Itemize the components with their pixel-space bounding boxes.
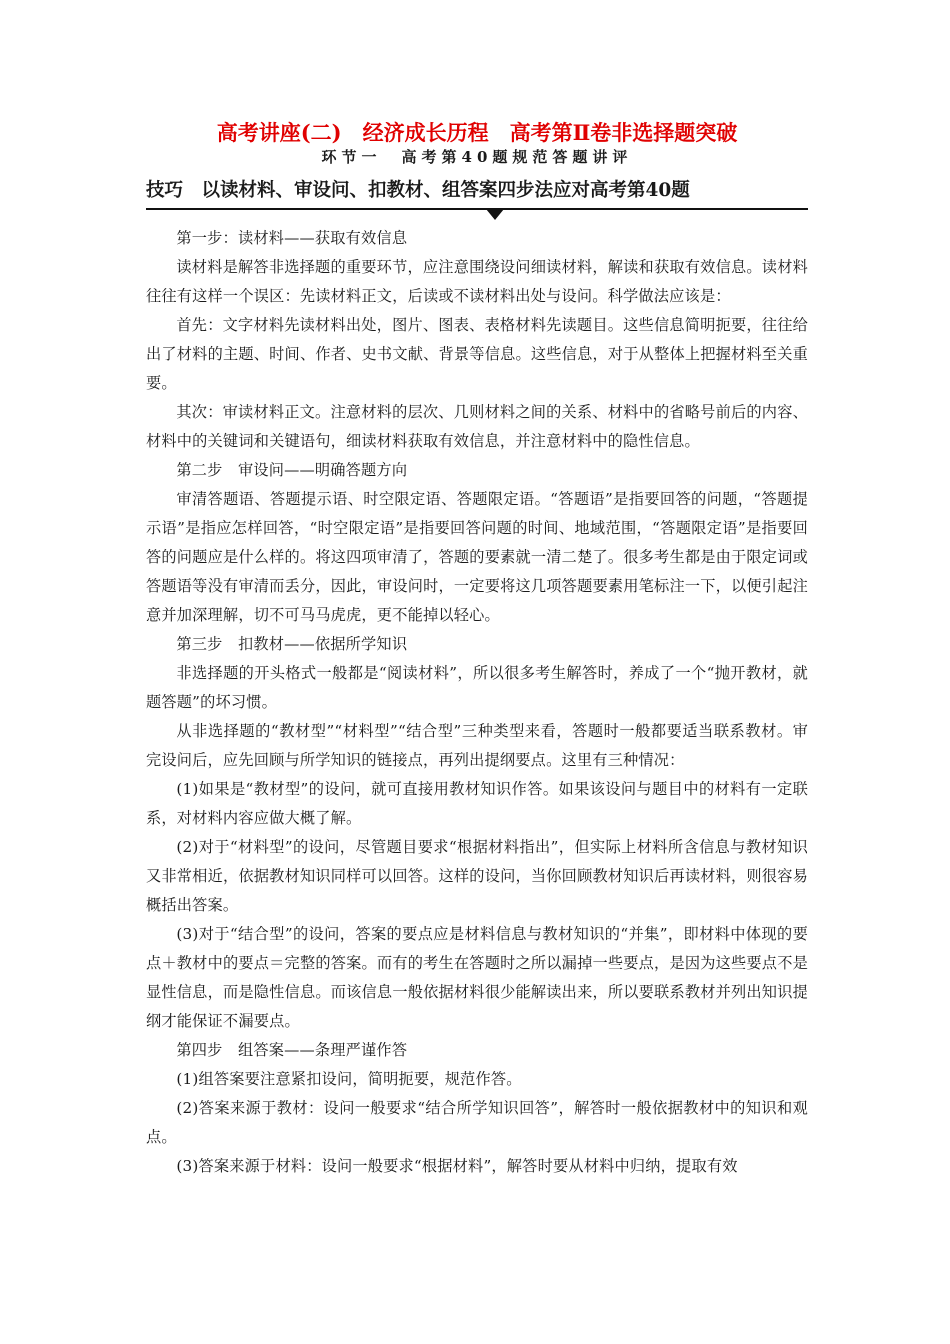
paragraph: 非选择题的开头格式一般都是“阅读材料”，所以很多考生解答时，养成了一个“抛开教材，就题答题”的坏习惯。 — [146, 664, 808, 711]
step1-heading: 第一步：读材料——获取有效信息 — [176, 229, 408, 247]
list-item: (1)组答案要注意紧扣设问，简明扼要，规范作答。 — [176, 1070, 522, 1088]
paragraph: 其次：审读材料正文。注意材料的层次、几则材料之间的关系、材料中的省略号前后的内容、材料中的关键词和关键语句，细读材料获取有效信息，并注意材料中的隐性信息。 — [146, 403, 808, 450]
paragraph: 读材料是解答非选择题的重要环节，应注意围绕设问细读材料，解读和获取有效信息。读材料往往有这样一个误区：先读材料正文，后读或不读材料出处与设问。科学做法应该是： — [146, 258, 808, 305]
list-item: (1)如果是“教材型”的设问，就可直接用教材知识作答。如果该设问与题目中的材料有一定联系，对材料内容应做大概了解。 — [146, 780, 808, 827]
list-item: (3)答案来源于材料：设问一般要求“根据材料”，解答时要从材料中归纳，提取有效 — [176, 1157, 738, 1175]
step4-heading: 第四步 组答案——条理严谨作答 — [176, 1041, 408, 1059]
paragraph: 从非选择题的“教材型”“材料型”“结合型”三种类型来看，答题时一般都要适当联系教材。审完设问后，应先回顾与所学知识的链接点，再列出提纲要点。这里有三种情况： — [146, 722, 808, 769]
body-text — [146, 224, 808, 1181]
tips-title: 技巧 以读材料、审设问、扣教材、组答案四步法应对高考第40题 — [146, 180, 690, 201]
step3-heading: 第三步 扣教材——依据所学知识 — [176, 635, 408, 653]
list-item: (2)对于“材料型”的设问，尽管题目要求“根据材料指出”，但实际上材料所含信息与教材知识又非常相近，依据教材知识同样可以回答。这样的设问，当你回顾教材知识后再读材料，则很容易概括出答案。 — [146, 838, 808, 914]
down-arrow-icon — [486, 209, 504, 220]
main-title: 高考讲座(二) 经济成长历程 高考第Ⅱ卷非选择题突破 — [216, 120, 738, 145]
paragraph: 首先：文字材料先读材料出处，图片、图表、表格材料先读题目。这些信息简明扼要，往往给出了材料的主题、时间、作者、史书文献、背景等信息。这些信息，对于从整体上把握材料至关重要。 — [146, 316, 808, 392]
step2-heading: 第二步 审设问——明确答题方向 — [176, 461, 408, 479]
list-item: (3)对于“结合型”的设问，答案的要点应是材料信息与教材知识的“并集”，即材料中体现的要点＋教材中的要点＝完整的答案。而有的考生在答题时之所以漏掉一些要点，是因为这些要点不是显性信息，而是隐性信息。而该信息一般依据材料很少能解读出来，所以要联系教材并列出知识提纲才能保证不漏要点。 — [146, 925, 808, 1030]
sub-title: 环节一 高考第40题规范答题讲评 — [321, 148, 633, 166]
paragraph: 审清答题语、答题提示语、时空限定语、答题限定语。“答题语”是指要回答的问题，“答题提示语”是指应怎样回答，“时空限定语”是指要回答问题的时间、地域范围，“答题限定语”是指要回答的问题应是什么样的。将这四项审清了，答题的要素就一清二楚了。很多考生都是由于限定词或答题语等没有审清而丢分，因此，审设问时，一定要将这几项答题要素用笔标注一下，以便引起注意并加深理解，切不可马马虎虎，更不能掉以轻心。 — [146, 490, 808, 624]
tips-heading — [146, 178, 808, 210]
document-page — [146, 118, 808, 1181]
list-item: (2)答案来源于教材：设问一般要求“结合所学知识回答”，解答时一般依据教材中的知识和观点。 — [146, 1099, 808, 1146]
